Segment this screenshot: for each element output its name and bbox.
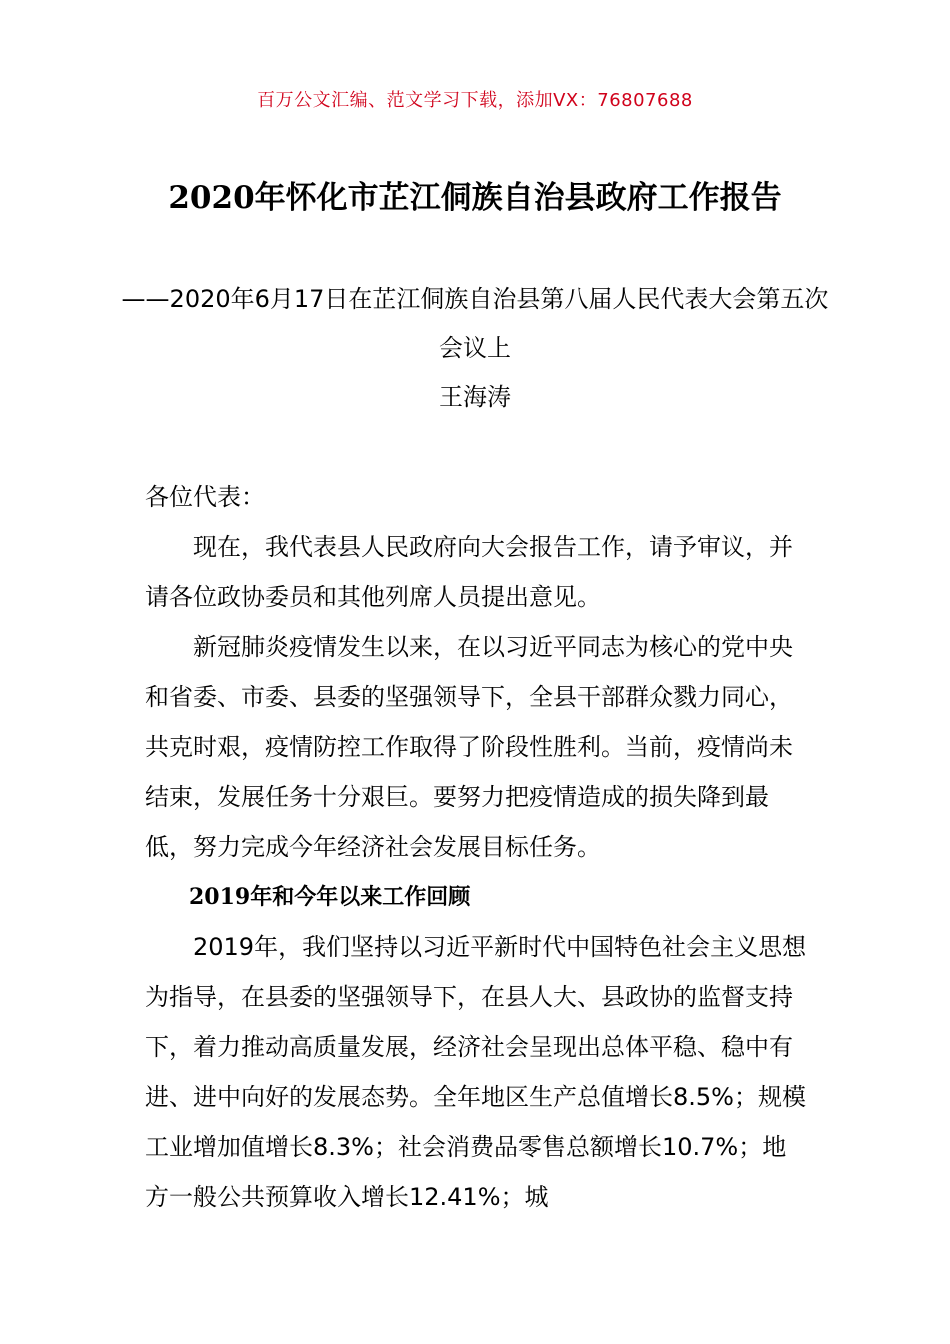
section-heading: 2019年和今年以来工作回顾 — [189, 884, 471, 910]
paragraph: 2019年，我们坚持以习近平新时代中国特色社会主义思想为指导，在县委的坚强领导下，在县人大、县政协的监督支持下，着力推动高质量发展，经济社会呈现出总体平稳、稳中有进、进中向好的发展态势。全年地区生产总值增长8.5%；规模工业增加值增长8.3%；社会消费品零售总额增长10.7%；地方一般公共预算收入增长12.41%；城 — [145, 933, 807, 1211]
paragraph: 现在，我代表县人民政府向大会报告工作，请予审议，并请各位政协委员和其他列席人员提出意见。 — [145, 533, 793, 611]
document-body — [145, 472, 810, 1222]
document-subtitle: ——2020年6月17日在芷江侗族自治县第八届人民代表大会第五次会议上 — [121, 285, 829, 362]
document-title: 2020年怀化市芷江侗族自治县政府工作报告 — [168, 180, 782, 216]
watermark-text: 百万公文汇编、范文学习下载，添加VX：76807688 — [257, 90, 693, 111]
paragraph: 新冠肺炎疫情发生以来，在以习近平同志为核心的党中央和省委、市委、县委的坚强领导下，全县干部群众戮力同心，共克时艰，疫情防控工作取得了阶段性胜利。当前，疫情尚未结束，发展任务十分艰巨。要努力把疫情造成的损失降到最低，努力完成今年经济社会发展目标任务。 — [145, 633, 793, 861]
salutation: 各位代表： — [145, 483, 265, 511]
document-author: 王海涛 — [439, 383, 511, 411]
